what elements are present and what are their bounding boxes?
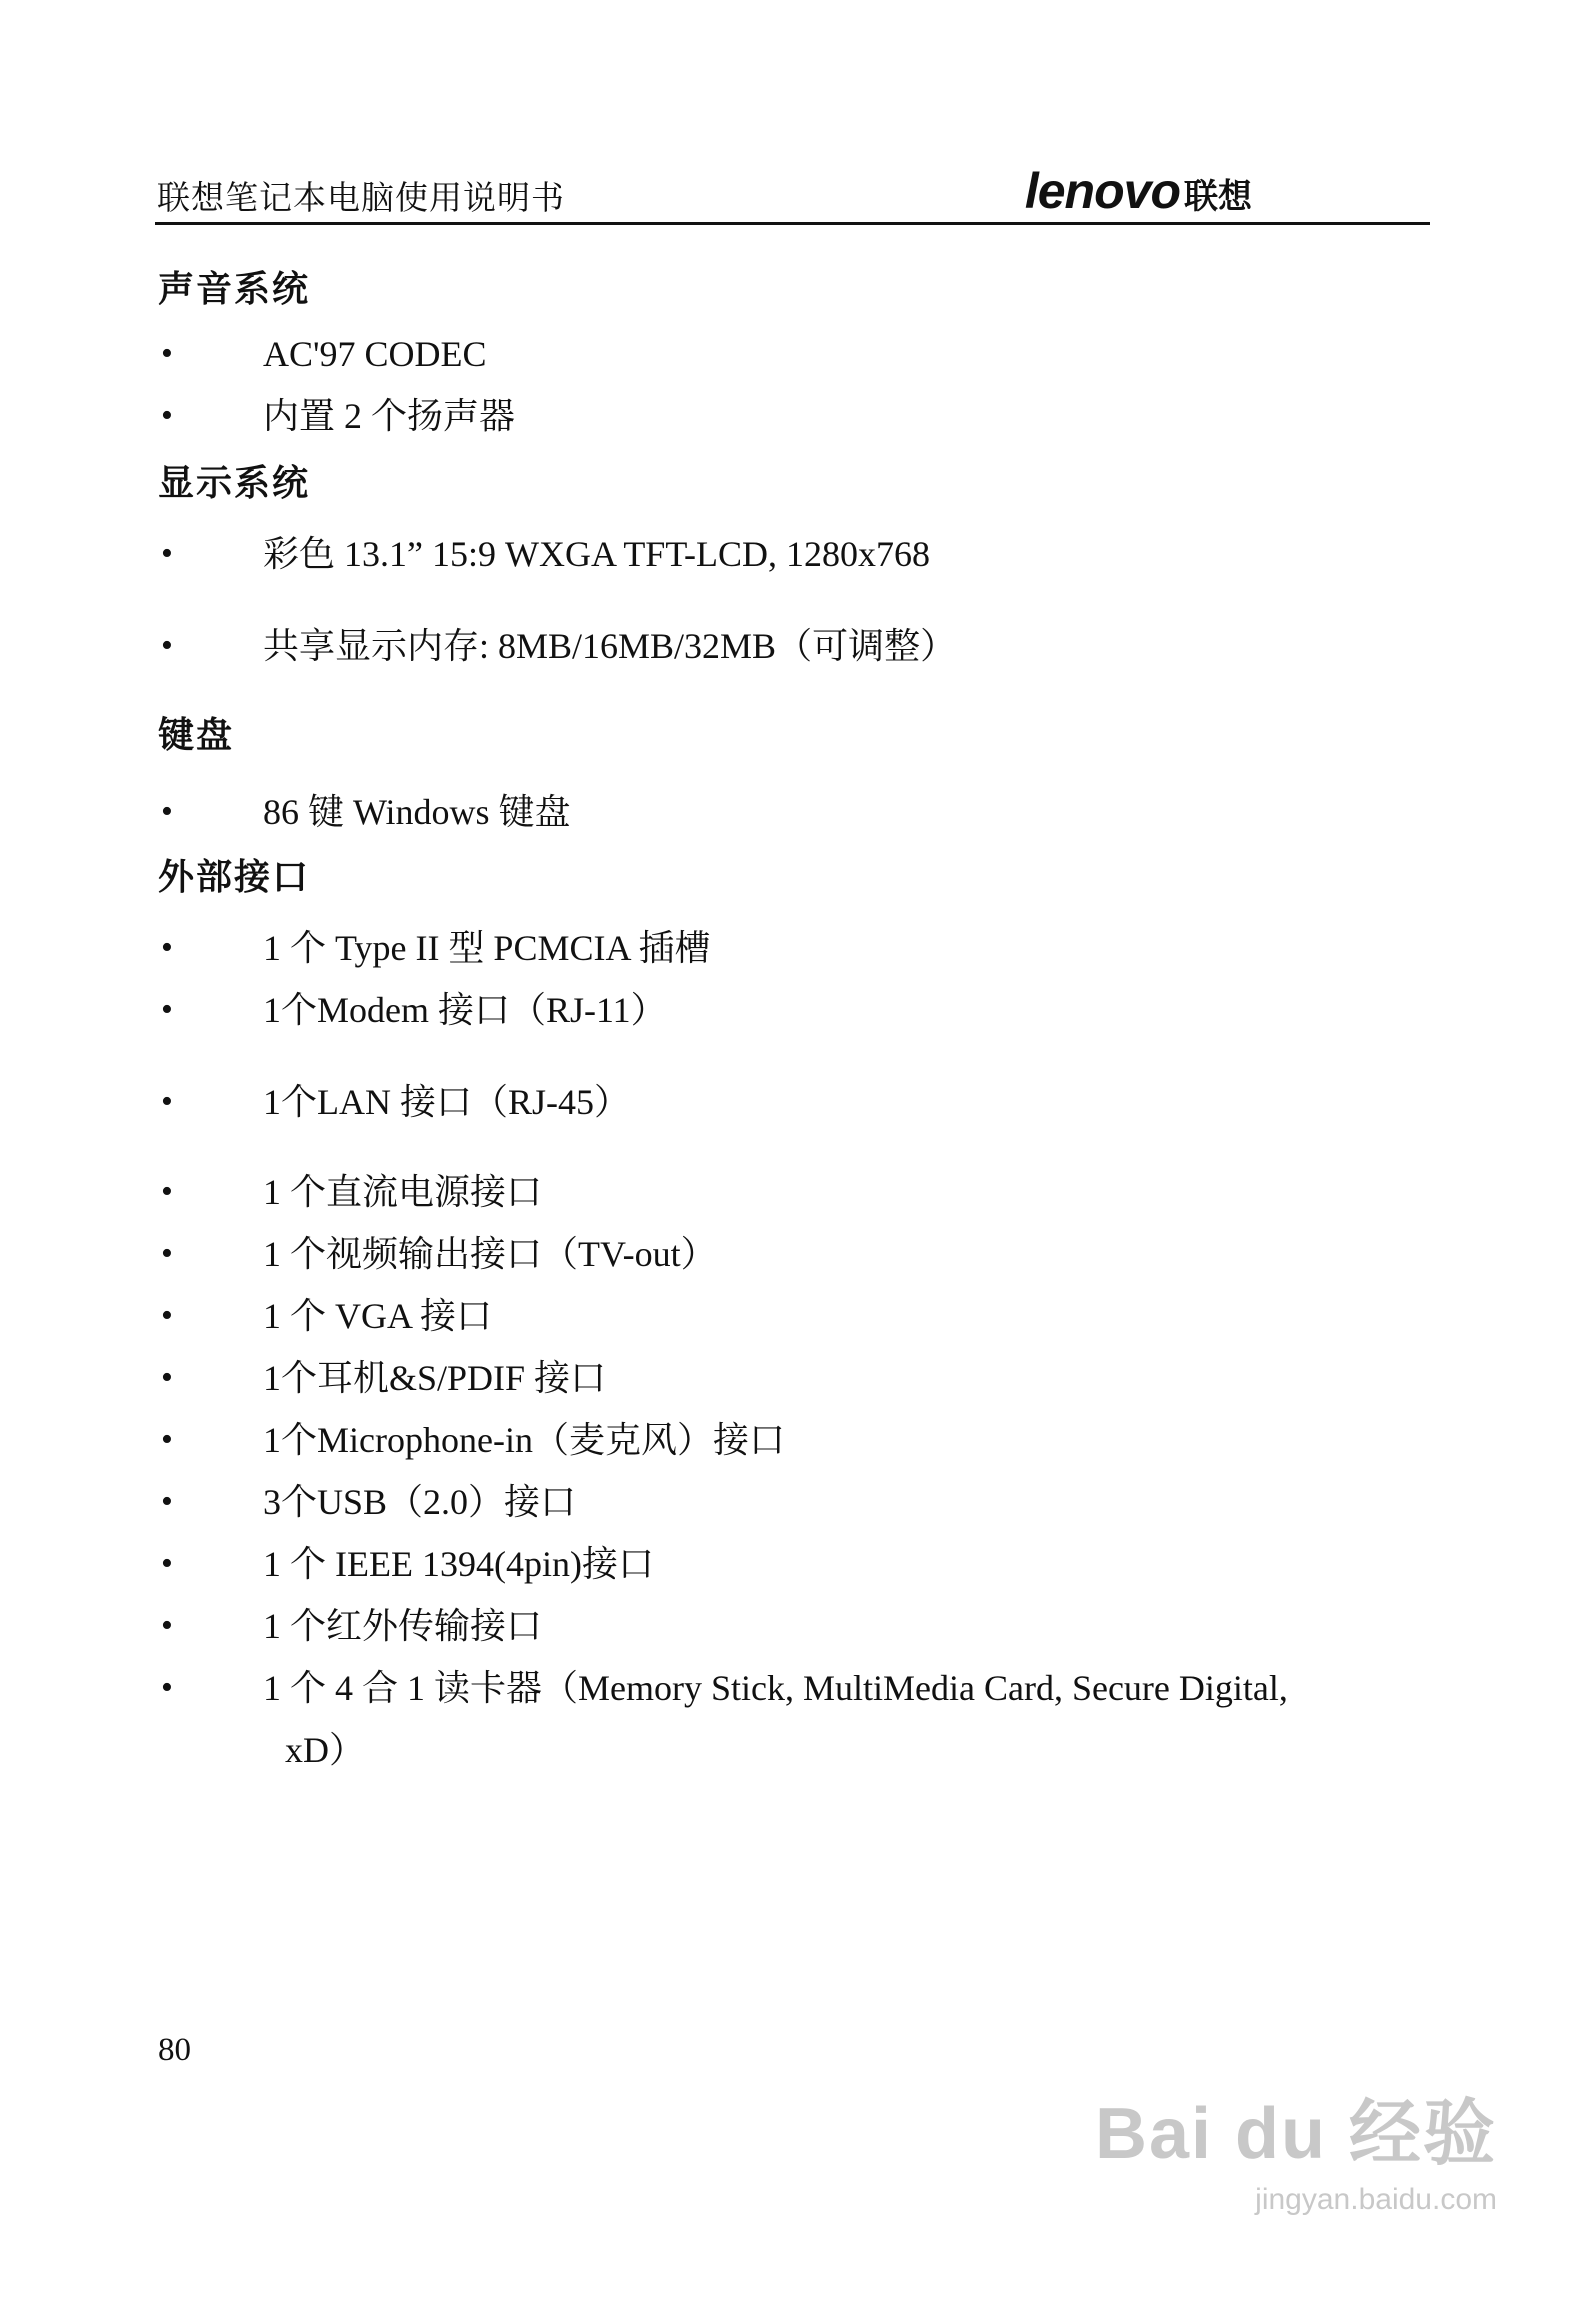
list-item: • 1 个 VGA 接口: [158, 1285, 1448, 1347]
manual-title: 联想笔记本电脑使用说明书: [157, 178, 565, 217]
section-heading: 键盘: [158, 715, 235, 756]
section-ports: [158, 853, 1448, 1781]
list-item: • 1 个 IEEE 1394(4pin)接口: [158, 1533, 1448, 1595]
section-sound: [158, 265, 1448, 447]
section-heading: 外部接口: [158, 857, 311, 898]
lenovo-wordmark: lenovo: [1024, 163, 1180, 219]
section-display: [158, 459, 1448, 677]
section-heading: 显示系统: [158, 463, 311, 504]
spec-content: [158, 265, 1448, 1781]
list-item-text: 1 个 4 合 1 读卡器（Memory Stick, MultiMedia Card, Secure Digital,: [263, 1668, 1288, 1708]
watermark-url: jingyan.baidu.com: [1255, 2183, 1497, 2216]
list-item: • AC'97 CODEC: [158, 323, 1448, 385]
list-item: • 1 个视频输出接口（TV-out）: [158, 1223, 1448, 1285]
page-number: 80: [158, 2032, 191, 2068]
list-item: • 3个USB（2.0）接口: [158, 1471, 1448, 1533]
list-item: • 1 个直流电源接口: [158, 1161, 1448, 1223]
list-item: • 1 个 Type II 型 PCMCIA 插槽: [158, 917, 1448, 979]
list-item: • 内置 2 个扬声器: [158, 385, 1448, 447]
brand-logo: [1025, 162, 1252, 220]
section-heading: 声音系统: [158, 269, 311, 310]
list-item: • 共享显示内存: 8MB/16MB/32MB（可调整）: [158, 615, 1448, 677]
list-item: • 1 个红外传输接口: [158, 1595, 1448, 1657]
list-item: • 1个Modem 接口（RJ-11）: [158, 979, 1448, 1041]
list-item: • 1个LAN 接口（RJ-45）: [158, 1071, 1448, 1133]
list-item: • 彩色 13.1” 15:9 WXGA TFT-LCD, 1280x768: [158, 523, 1448, 585]
section-keyboard: [158, 711, 1448, 843]
baidu-watermark: [1077, 2075, 1497, 2275]
list-item: • 86 键 Windows 键盘: [158, 781, 1448, 843]
watermark-brand: Bai du 经验: [1094, 2094, 1497, 2174]
page-header: [155, 160, 1430, 225]
list-item: [158, 1657, 1448, 1781]
lenovo-cn-wordmark: 联想: [1184, 177, 1252, 217]
list-item: • 1个耳机&S/PDIF 接口: [158, 1347, 1448, 1409]
list-item-continuation: xD）: [285, 1730, 365, 1770]
list-item: • 1个Microphone-in（麦克风）接口: [158, 1409, 1448, 1471]
